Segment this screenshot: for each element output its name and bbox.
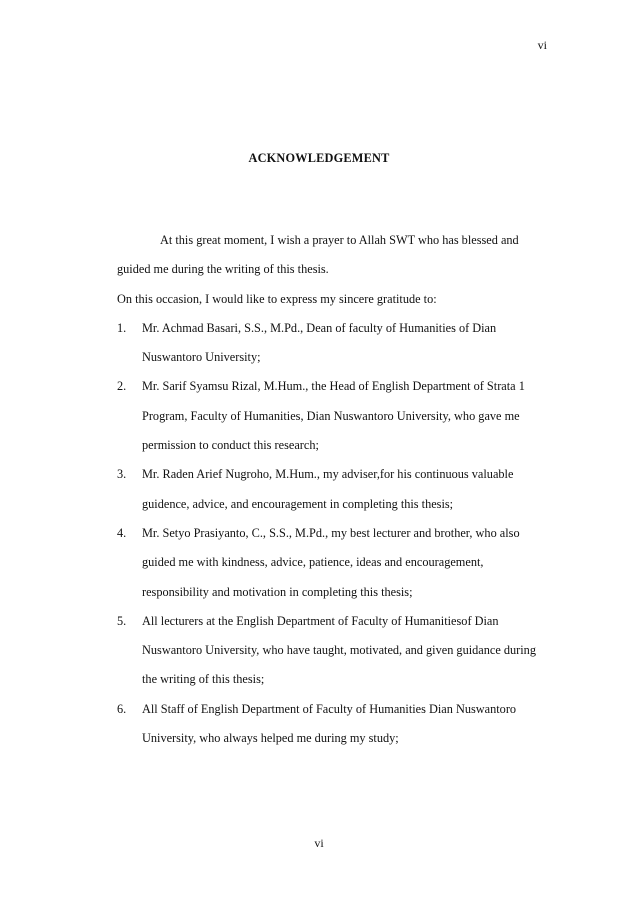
header-page-number: vi: [537, 38, 547, 52]
intro-paragraph: At this great moment, I wish a prayer to Allah SWT who has blessed and guided me during the writing of this thesis.: [117, 233, 519, 277]
list-item-text: All Staff of English Department of Faculty of Humanities Dian Nuswantoro University, who always helped me during my study;: [142, 701, 517, 746]
list-item: [117, 607, 547, 695]
list-item-number: 3.: [117, 467, 127, 482]
list-item-text: All lecturers at the English Department of Faculty of Humanitiesof Dian Nuswantoro University, who have taught, motivated, and given guidance during the writing of this thesis;: [142, 613, 536, 687]
list-item: [117, 519, 547, 607]
list-item-number: 4.: [117, 525, 127, 540]
page-title: ACKNOWLEDGEMENT: [248, 151, 390, 165]
footer-page-number: vi: [314, 836, 324, 850]
list-item-number: 2.: [117, 379, 127, 394]
list-item: [117, 314, 547, 373]
list-item-number: 5.: [117, 613, 127, 628]
list-item-number: 6.: [117, 701, 127, 716]
gratitude-list: [117, 314, 547, 753]
list-item: [117, 695, 547, 754]
list-item: [117, 372, 547, 460]
list-item: [117, 460, 547, 519]
list-item-text: Mr. Raden Arief Nugroho, M.Hum., my adviser,for his continuous valuable guidence, advice, and encouragement in completing this thesis;: [142, 467, 514, 511]
list-item-number: 1.: [117, 320, 127, 335]
list-item-text: Mr. Setyo Prasiyanto, C., S.S., M.Pd., my best lecturer and brother, who also guided me with kindness, advice, patience, ideas and encouragement, responsibility and motivation in completing this thesis;: [142, 525, 520, 599]
list-item-text: Mr. Achmad Basari, S.S., M.Pd., Dean of faculty of Humanities of Dian Nuswantoro University;: [142, 320, 497, 365]
lead-in-text: On this occasion, I would like to express my sincere gratitude to:: [117, 291, 437, 306]
document-body: [117, 226, 547, 753]
list-item-text: Mr. Sarif Syamsu Rizal, M.Hum., the Head of English Department of Strata 1 Program, Faculty of Humanities, Dian Nuswantoro University, who gave me permission to conduct this research;: [142, 379, 525, 453]
